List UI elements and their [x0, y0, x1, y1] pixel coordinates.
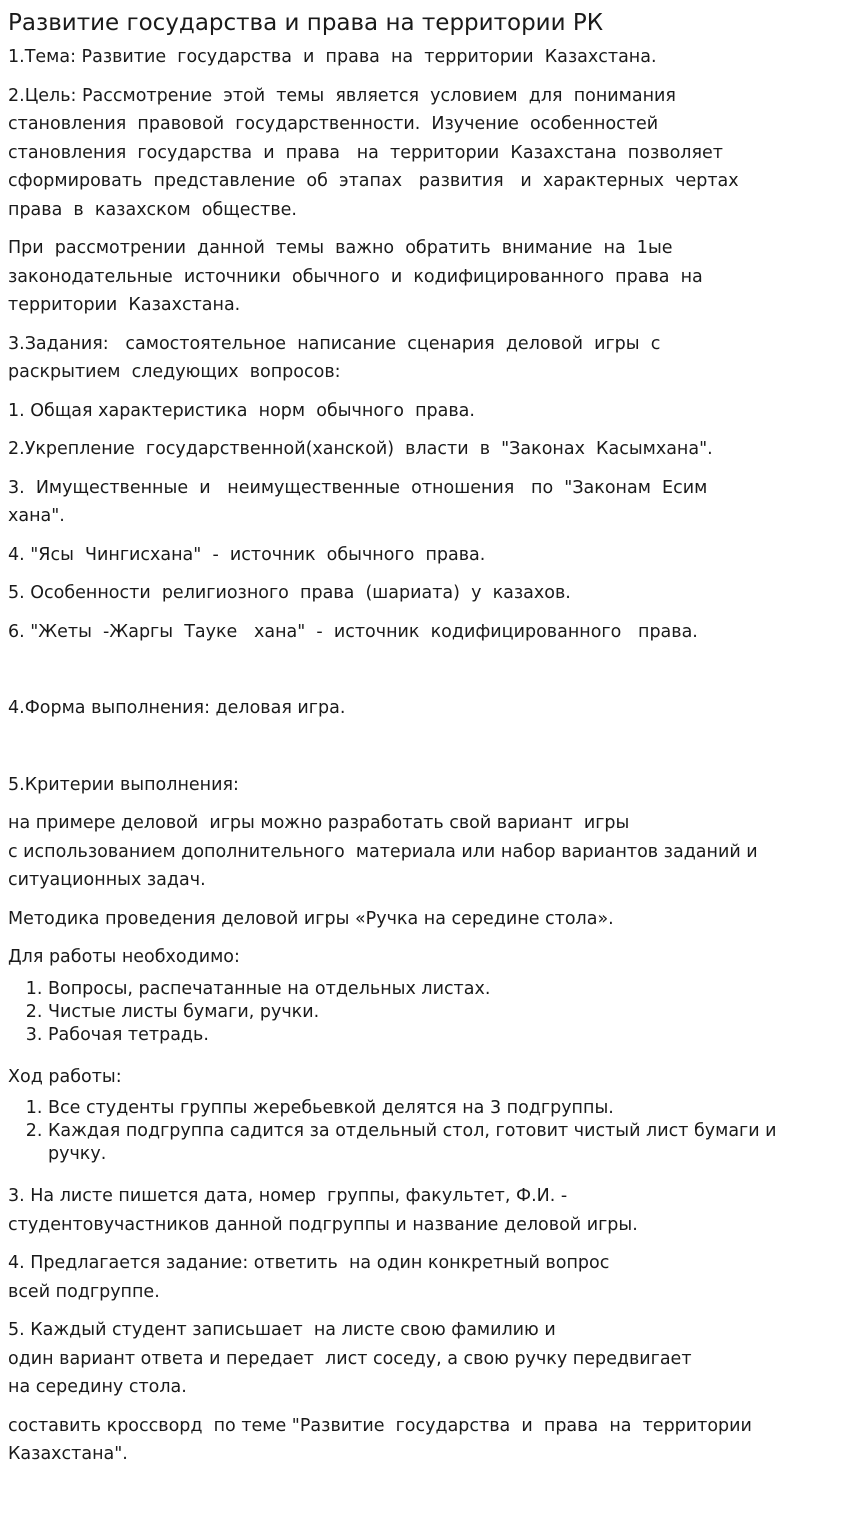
question-3-line: 3. Имущественные и неимущественные отношения по "Законам Есим [8, 477, 708, 498]
crossword-line: Казахстана". [8, 1444, 128, 1464]
question-3 [8, 474, 838, 531]
topic-paragraph: 1.Тема: Развитие государства и права на территории Казахстана. [8, 47, 657, 67]
step-3-line: студентовучастников данной подгруппы и название деловой игры. [8, 1214, 638, 1235]
progress-heading: Ход работы: [8, 1066, 122, 1087]
document-page [8, 0, 838, 1469]
step-5-line: 5. Каждый студент записьшает на листе свою фамилию и [8, 1320, 556, 1340]
goal-line: становления правовой государственности. Изучение особенностей [8, 114, 659, 134]
needed-item: 3. Рабочая тетрадь. [48, 1024, 838, 1047]
method-paragraph: Методика проведения деловой игры «Ручка на середине стола». [8, 908, 614, 929]
step-3 [8, 1182, 838, 1239]
criteria-line: с использованием дополнительного материала или набор вариантов заданий и [8, 841, 758, 862]
attention-paragraph [8, 234, 838, 320]
criteria-text [8, 809, 838, 895]
step-5 [8, 1316, 838, 1402]
tasks-line: раскрытием следующих вопросов: [8, 362, 341, 382]
step-4-line: 4. Предлагается задание: ответить на один конкретный вопрос [8, 1253, 610, 1273]
step-3-line: 3. На листе пишется дата, номер группы, факультет, Ф.И. - [8, 1186, 568, 1206]
question-1: 1. Общая характеристика норм обычного права. [8, 400, 475, 421]
question-3-line: хана". [8, 506, 65, 526]
criteria-line: на примере деловой игры можно разработать свой вариант игры [8, 813, 630, 833]
progress-item: 2. Каждая подгруппа садится за отдельный стол, готовит чистый лист бумаги и ручку. [48, 1120, 838, 1166]
tasks-paragraph [8, 330, 838, 387]
needed-list [8, 978, 838, 1047]
document-title: Развитие государства и права на территории РК [8, 10, 604, 36]
step-4 [8, 1249, 838, 1306]
progress-item: 1. Все студенты группы жеребьевкой делятся на 3 подгруппы. [48, 1097, 838, 1120]
goal-line: становления государства и права на территории Казахстана позволяет [8, 142, 723, 163]
question-6: 6. "Жеты -Жаргы Тауке хана" - источник кодифицированного права. [8, 621, 698, 642]
criteria-line: ситуационных задач. [8, 870, 206, 890]
goal-paragraph [8, 82, 838, 225]
step-5-line: на середину стола. [8, 1377, 187, 1397]
attention-line: территории Казахстана. [8, 295, 241, 315]
needed-heading: Для работы необходимо: [8, 947, 240, 967]
goal-line: права в казахском обществе. [8, 199, 297, 220]
crossword-line: составить кроссворд по теме "Развитие государства и права на территории [8, 1415, 752, 1436]
needed-item: 1. Вопросы, распечатанные на отдельных листах. [48, 978, 838, 1001]
goal-line: сформировать представление об этапах развития и характерных чертах [8, 171, 739, 191]
needed-item: 2. Чистые листы бумаги, ручки. [48, 1001, 838, 1024]
step-4-line: всей подгруппе. [8, 1281, 160, 1302]
attention-line: законодательные источники обычного и кодифицированного права на [8, 266, 703, 287]
question-5: 5. Особенности религиозного права (шариата) у казахов. [8, 583, 571, 603]
attention-line: При рассмотрении данной темы важно обратить внимание на 1ые [8, 238, 673, 258]
step-5-line: один вариант ответа и передает лист соседу, а свою ручку передвигает [8, 1348, 692, 1369]
question-2: 2.Укрепление государственной(ханской) власти в "Законах Касымхана". [8, 439, 713, 459]
goal-line: 2.Цель: Рассмотрение этой темы является условием для понимания [8, 85, 676, 106]
progress-list [8, 1097, 838, 1166]
tasks-line: 3.Задания: самостоятельное написание сценария деловой игры с [8, 333, 661, 354]
form-paragraph: 4.Форма выполнения: деловая игра. [8, 698, 346, 718]
question-4: 4. "Ясы Чингисхана" - источник обычного права. [8, 544, 486, 565]
crossword-paragraph [8, 1412, 838, 1469]
criteria-heading: 5.Критерии выполнения: [8, 774, 239, 795]
